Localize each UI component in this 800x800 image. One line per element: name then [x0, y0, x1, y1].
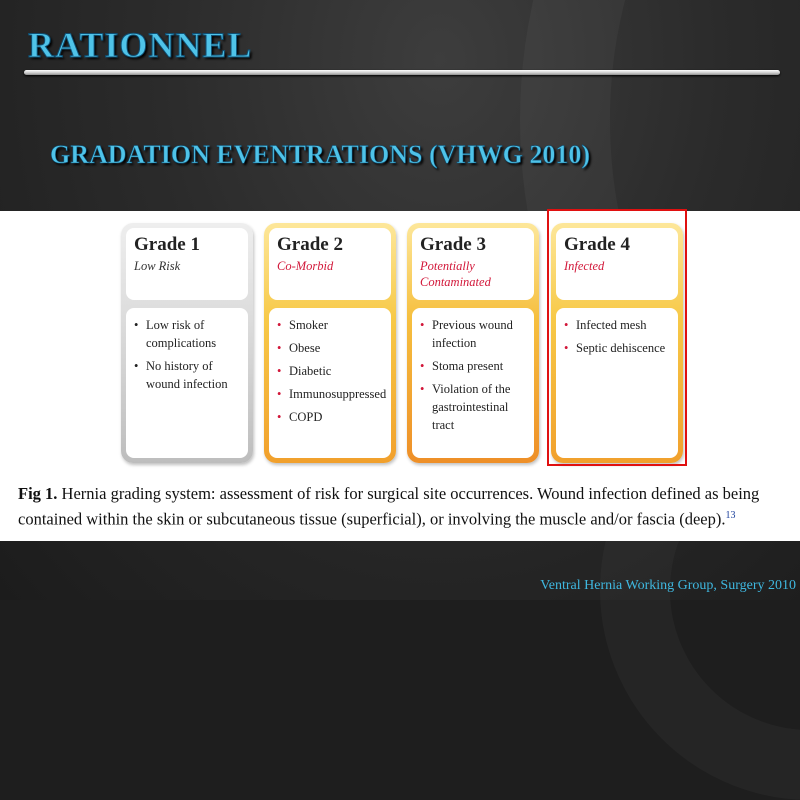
criteria-item: • Low risk of complications: [134, 316, 242, 352]
title-divider: [24, 70, 780, 75]
grade-title: Grade 3: [420, 234, 486, 255]
grade-card-3: [407, 223, 539, 463]
grade-risk-label: Co-Morbid: [277, 259, 334, 273]
criteria-item: • Diabetic: [277, 362, 385, 380]
grade-card-2: [264, 223, 396, 463]
criteria-item: • Stoma present: [420, 357, 528, 375]
source-credit: Ventral Hernia Working Group, Surgery 2010: [540, 578, 796, 593]
slide-title: RATIONNEL: [28, 25, 253, 65]
figure-caption: [18, 483, 790, 531]
caption-label: Fig 1.: [18, 484, 58, 503]
grade-title: Grade 1: [134, 234, 200, 255]
caption-reference: 13: [725, 510, 736, 521]
criteria-item: • No history of wound infection: [134, 357, 242, 393]
caption-text: Hernia grading system: assessment of risk for surgical site occurrences. Wound infection defined as being contained within the skin or subcutaneous tissue (superficial), or involving the muscle and/or fascia (deep).: [18, 484, 760, 529]
criteria-item: • Obese: [277, 339, 385, 357]
slide-subtitle: GRADATION EVENTRATIONS (VHWG 2010): [50, 140, 591, 169]
criteria-item: • Septic dehiscence: [564, 339, 672, 357]
grade-card-body: [412, 308, 534, 458]
grade-4-highlight-box: [547, 209, 687, 466]
grade-card-body: [269, 308, 391, 458]
criteria-item: • Previous wound infection: [420, 316, 528, 352]
grade-title: Grade 2: [277, 234, 343, 255]
grade-risk-label: Potentially Contaminated: [420, 259, 491, 289]
criteria-item: • Immunosuppressed: [277, 385, 385, 403]
grade-card-header: [126, 228, 248, 300]
grade-card-1: [121, 223, 253, 463]
criteria-item: • COPD: [277, 408, 385, 426]
grade-risk-label: Low Risk: [134, 259, 181, 273]
criteria-item: • Violation of the gastrointestinal tract: [420, 380, 528, 434]
criteria-item: • Infected mesh: [564, 316, 672, 334]
grade-card-header: [412, 228, 534, 300]
grade-card-body: [126, 308, 248, 458]
grade-card-header: [269, 228, 391, 300]
criteria-item: • Smoker: [277, 316, 385, 334]
hernia-grading-figure: [0, 211, 800, 541]
grade-title: Grade 4: [564, 234, 630, 255]
grade-risk-label: Infected: [564, 259, 605, 273]
